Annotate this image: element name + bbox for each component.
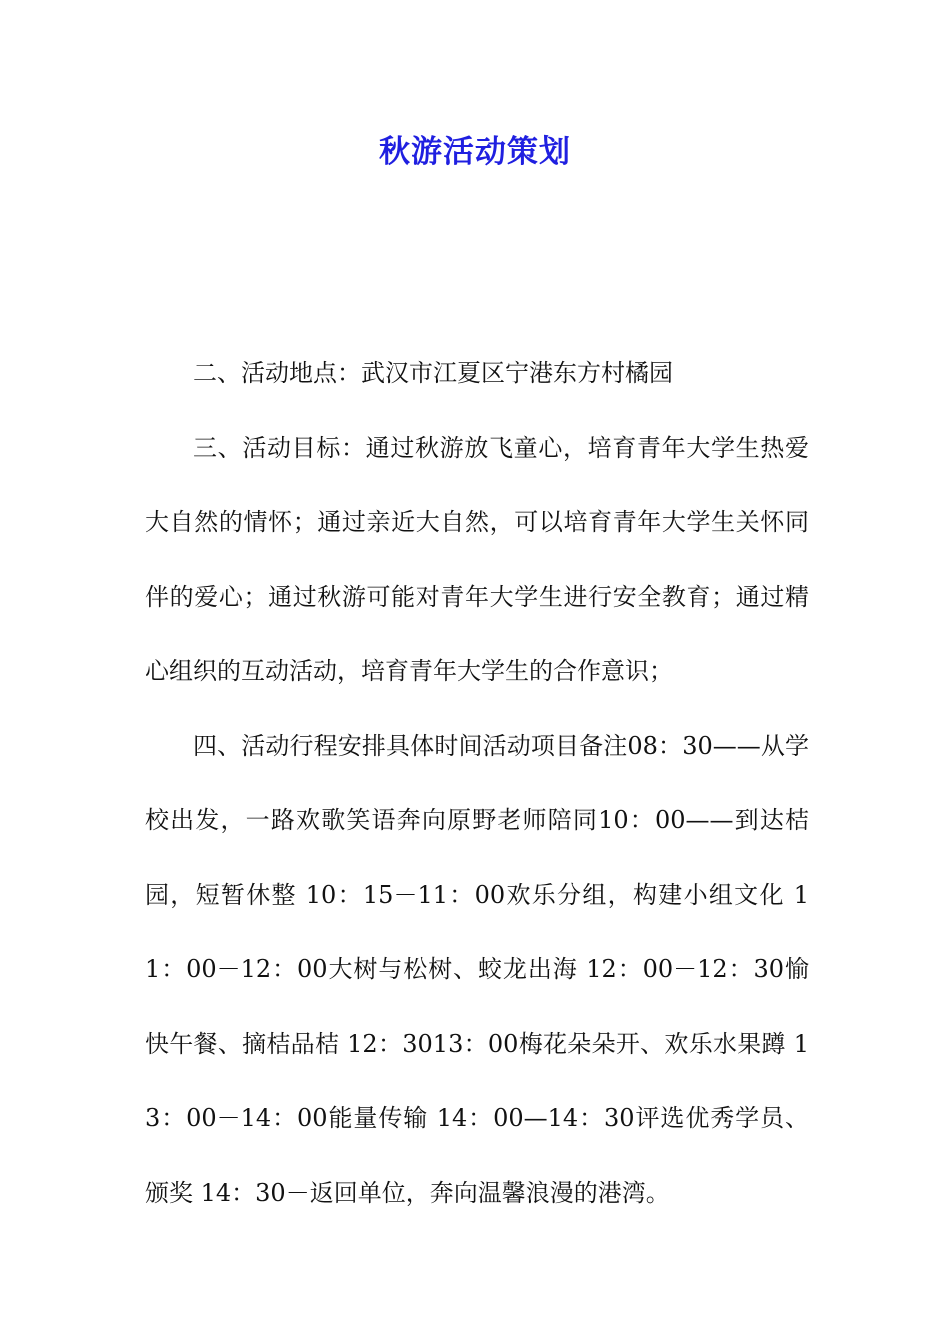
paragraph-location: 二、活动地点：武汉市江夏区宁港东方村橘园 xyxy=(193,359,673,387)
document-body xyxy=(145,336,809,1230)
paragraph-schedule: 四、活动行程安排具体时间活动项目备注08：30——从学校出发，一路欢歌笑语奔向原野老师陪同10：00——到达桔园，短暂休整 10：15－11：00欢乐分组，构建小组文化 11：00－12：00大树与松树、蛟龙出海 12：00－12：30愉快午餐、摘桔品桔 12：3013：00梅花朵朵开、欢乐水果蹲 13：00－14：00能量传输 14：00—14：30评选优秀学员、颁奖 14：30－返回单位，奔向温馨浪漫的港湾。 xyxy=(145,731,809,1207)
paragraph-goals: 三、活动目标：通过秋游放飞童心，培育青年大学生热爱大自然的情怀；通过亲近大自然，可以培育青年大学生关怀同伴的爱心；通过秋游可能对青年大学生进行安全教育；通过精心组织的互动活动，培育青年大学生的合作意识； xyxy=(145,433,809,685)
page-title: 秋游活动策划 xyxy=(379,134,571,170)
